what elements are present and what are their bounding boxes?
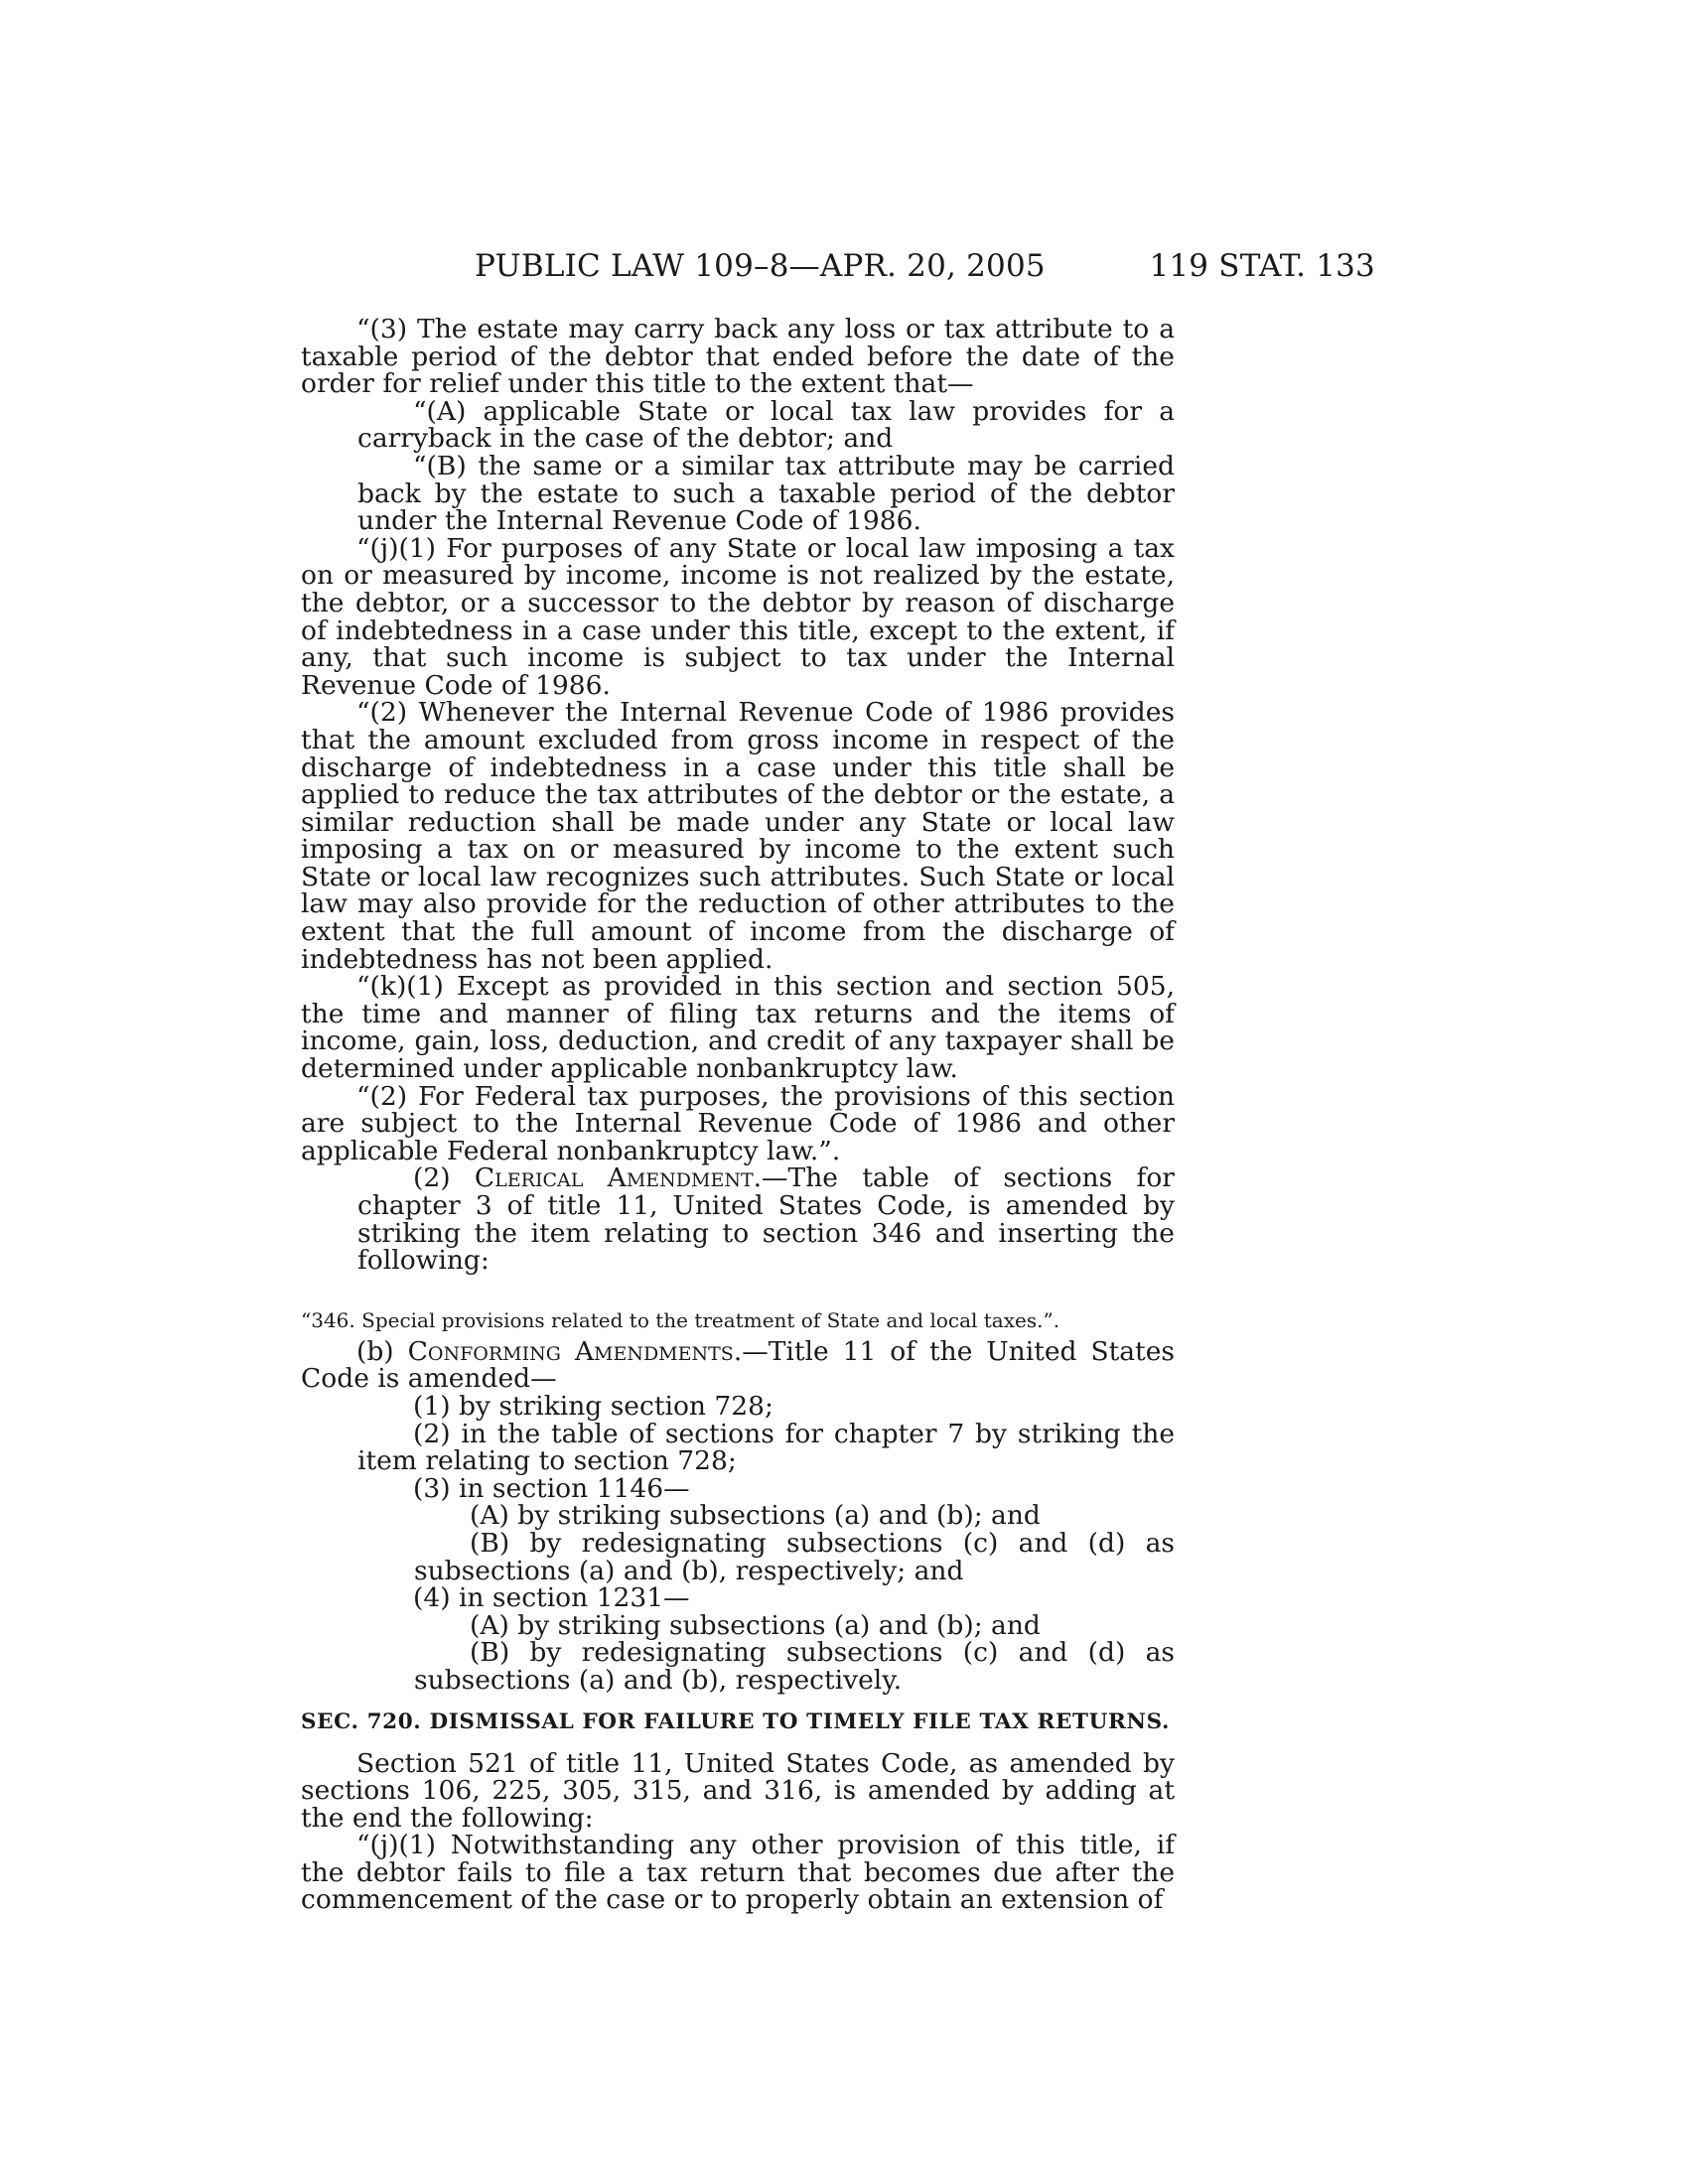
conforming-item-2: (2) in the table of sections for chapter 7 by striking the item relating to section 728; — [357, 1418, 1175, 1477]
section-720-j1: “(j)(1) Notwithstanding any other provision of this title, if the debtor fails to file a tax return that becomes due after the commencement of the case or to properly obtain an extension of — [301, 1830, 1175, 1916]
clerical-label: Clerical Amendment — [474, 1162, 754, 1194]
subsection-k2: “(2) For Federal tax purposes, the provisions of this section are subject to the Internal Revenue Code of 1986 and other applicable Federal nonbankruptcy law.”. — [301, 1080, 1175, 1166]
conforming-item-4: (4) in section 1231— — [413, 1582, 690, 1614]
conforming-item-4a: (A) by striking subsections (a) and (b); and — [470, 1609, 1041, 1641]
clerical-number: (2) — [413, 1162, 451, 1194]
subparagraph-3b: “(B) the same or a similar tax attribute may be carried back by the estate to such a taxable period of the debtor under the Internal Revenue Code of 1986. — [357, 450, 1175, 537]
conforming-item-4b: (B) by redesignating subsections (c) and (d) as subsections (a) and (b), respectively. — [414, 1637, 1175, 1696]
subsection-j1: “(j)(1) For purposes of any State or local law imposing a tax on or measured by income, income is not realized by the estate, the debtor, or a successor to the debtor by reason of discharge of indebtedness in a case under this title, except to the extent, if any, that such income is subject to tax under the Internal Revenue Code of 1986. — [301, 532, 1175, 701]
conforming-number: (b) — [356, 1335, 394, 1367]
section-720-intro: Section 521 of title 11, United States Code, as amended by sections 106, 225, 305, 315, and 316, is amended by adding at the end the following: — [301, 1747, 1175, 1834]
section-heading: SEC. 720. DISMISSAL FOR FAILURE TO TIMELY FILE TAX RETURNS. — [301, 1708, 1171, 1734]
paragraph-3: “(3) The estate may carry back any loss or tax attribute to a taxable period of the debtor that ended before the date of the order for relief under this title to the extent that— — [301, 314, 1175, 400]
conforming-item-3a: (A) by striking subsections (a) and (b); and — [470, 1500, 1041, 1532]
document-body — [301, 316, 1175, 1914]
conforming-item-3: (3) in section 1146— — [413, 1472, 690, 1504]
conforming-text: .—Title 11 of the United States Code is amended— — [301, 1335, 1175, 1395]
conforming-item-3b: (B) by redesignating subsections (c) and (d) as subsections (a) and (b), respectively; and — [414, 1527, 1175, 1586]
table-of-sections-item: “346. Special provisions related to the treatment of State and local taxes.”. — [301, 1307, 1060, 1332]
running-head-title: PUBLIC LAW 109–8—APR. 20, 2005 — [475, 248, 1046, 284]
clerical-text: .—The table of sections for chapter 3 of title 11, United States Code, is amended by striking the item relating to section 346 and inserting the following: — [357, 1162, 1175, 1277]
subparagraph-3a: “(A) applicable State or local tax law provides for a carryback in the case of the debtor; and — [357, 395, 1175, 455]
conforming-label: Conforming Amendments — [407, 1335, 734, 1367]
clerical-amendment — [301, 1162, 1175, 1277]
subsection-j2: “(2) Whenever the Internal Revenue Code of 1986 provides that the amount excluded from gross income in respect of the discharge of indebtedness in a case under this title shall be applied to reduce the tax attributes of the debtor or the estate, a similar reduction shall be made under any State or local law imposing a tax on or measured by income to the extent such State or local law recognizes such attributes. Such State or local law may also provide for the reduction of other attributes to the extent that the full amount of income from the discharge of indebtedness has not been applied. — [301, 697, 1175, 975]
conforming-amendments — [301, 1335, 1175, 1395]
conforming-item-1: (1) by striking section 728; — [413, 1390, 774, 1422]
statute-page-number: 119 STAT. 133 — [1149, 248, 1375, 284]
subsection-k1: “(k)(1) Except as provided in this section and section 505, the time and manner of filing tax returns and the items of income, gain, loss, deduction, and credit of any taxpayer shall be determined under applicable nonbankruptcy law. — [301, 971, 1175, 1085]
